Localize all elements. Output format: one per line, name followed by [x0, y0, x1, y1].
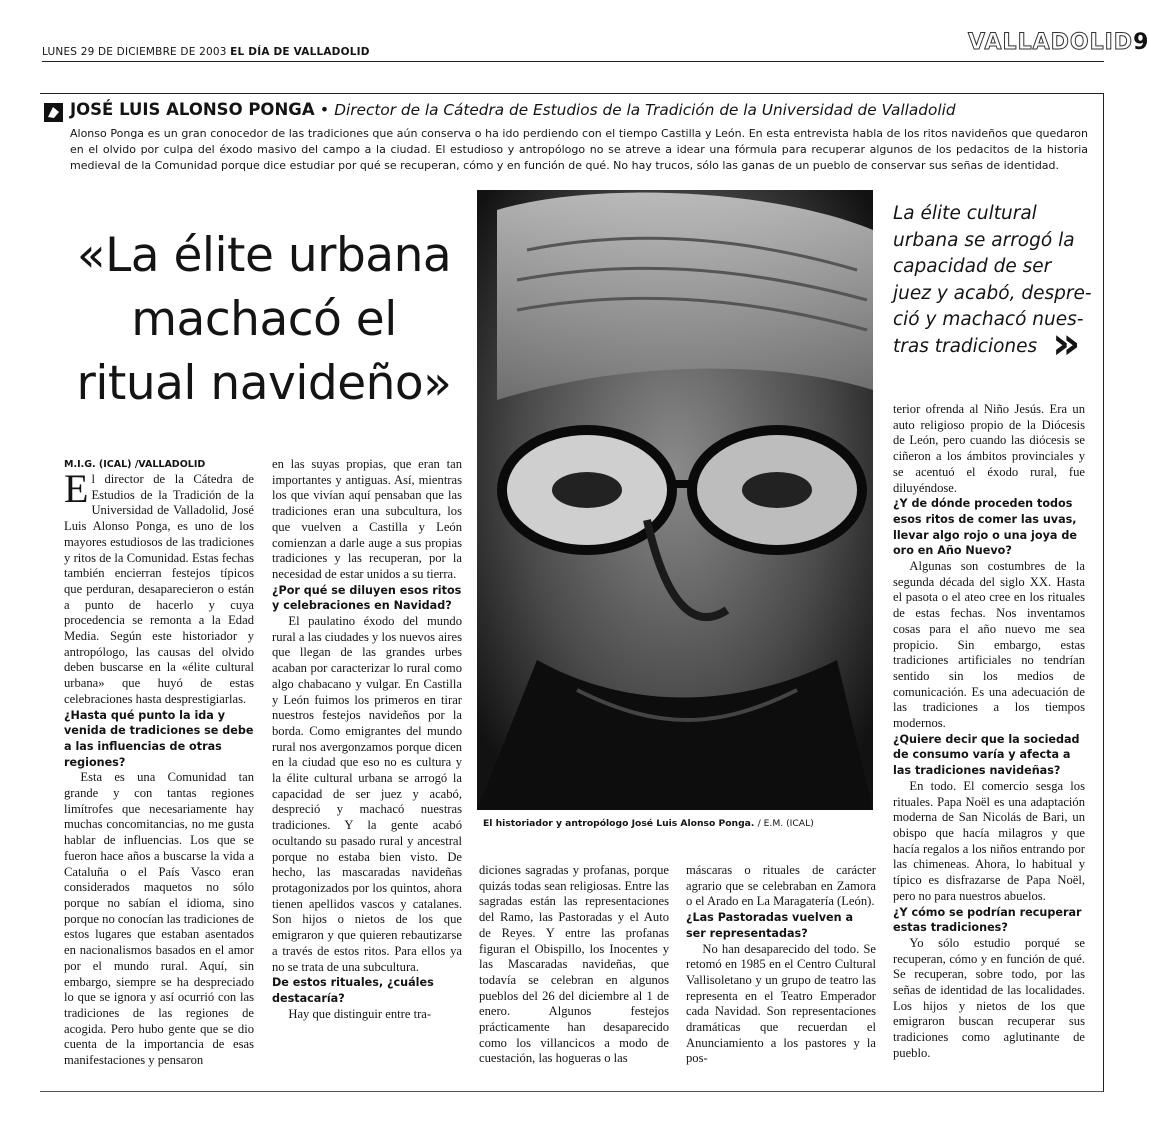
- photo-caption: [483, 818, 814, 829]
- pull-quote-mark: »: [1052, 318, 1081, 369]
- col1-paragraph-2: Esta es una Comunidad tan grande y con tantas regiones limítrofes que necesariamente hay muchas concomitancias, no me gusta hablar de influencias. Los que se fueron hace años a buscarse la vida a Cataluña o el País Vasco eran considerados maquetos no sólo porque no sabían el idioma, sino porque no conocían las tradiciones de estos lugares que estaban asentados en nacionalismos basados en el amor por el mundo rural. Aquí, sin embargo, siempre se ha despreciado lo que se ignora y así ocurrió con las tradiciones de las regiones de acogida. Pero hubo gente que se dio cuenta de la importancia de esas manifestaciones y pensaron: [64, 770, 254, 1068]
- dateline: LUNES 29 DE DICIEMBRE DE 2003: [42, 46, 227, 58]
- col1-question-1: ¿Hasta qué punto la ida y venida de tradiciones se debe a las influencias de otras regiones?: [64, 708, 254, 769]
- profile-icon: [44, 103, 63, 122]
- col2-question-2: De estos rituales, ¿cuáles destacaría?: [272, 976, 434, 1005]
- section-label: [968, 30, 1149, 55]
- header-rule: [42, 61, 1104, 62]
- col5-paragraph-3: En todo. El comercio sesga los rituales. Papa Noël es una adaptación moderna de San Nicolás de Bari, un obispo que hacía milagros y que hacía regalos a los niños entrando por las chimeneas. Ahora, lo habitual y típico es disfrazarse de Papa Noël, pero no para nuestros abuelos.: [893, 778, 1085, 903]
- col5-paragraph-2: Algunas son costumbres de la segunda década del siglo XX. Hasta el pasota o el ateo cree en los rituales de estas fechas. Nos inventamos cosas para el año nuevo me sea propicio. Sin embargo, estas tradiciones artificiales no tendrían sentido sin los medios de comunicación. Es una adecuación de las tradiciones a los tiempos modernos.: [893, 559, 1085, 731]
- col5-question-2: ¿Quiere decir que la sociedad de consumo varía y afecta a las tradiciones navideñas?: [893, 732, 1080, 778]
- col5-paragraph-4: Yo sólo estudio porqué se recuperan, cómo y en función de qué. Se recuperan, sobre todo, por las señas de identidad de las localidades. Los hijos y nietos de los que emigraron buscan recuperar sus tradiciones como aglutinante de pueblo.: [893, 935, 1085, 1060]
- col1-paragraph-1: [64, 466, 254, 708]
- column-5: [893, 402, 1085, 1062]
- column-1: [64, 466, 254, 1069]
- column-3: [479, 863, 669, 1067]
- caption-credit: / E.M. (ICAL): [757, 818, 814, 829]
- pull-quote-line-2: urbana se arrogó la: [893, 229, 1075, 251]
- column-2: [272, 457, 462, 1022]
- profile-line: [70, 100, 956, 119]
- headline: [64, 224, 464, 416]
- portrait-photo: [477, 190, 873, 810]
- pull-quote-line-1: La élite cultural: [893, 203, 1037, 224]
- col1-paragraph-1-text: l director de la Cátedra de Estudios de la Tradición de la Universidad de Valladolid, José Luis Alonso Ponga, es uno de los mayores estudiosos de las tradiciones y ritos de la Comunidad. Estas fechas también encierran festejos típicos que perduran, desaparecieron o están a punto de hacerlo y cuya procedencia se remonta a la Edad Media. Según este historiador y antropólogo, las causas del olvido deben buscarse en la «élite cultural urbana» que huyó de estas celebraciones hasta desprestigiarlas.: [64, 472, 254, 706]
- section-name: VALLADOLID: [968, 30, 1134, 55]
- headline-line-1: «La élite urbana: [76, 228, 452, 283]
- pull-quote-line-6: tras tradiciones: [893, 335, 1038, 357]
- col5-question-3: ¿Y cómo se podrían recuperar estas tradiciones?: [893, 905, 1082, 935]
- headline-line-2: machacó el: [131, 292, 397, 347]
- column-4: [686, 863, 876, 1067]
- col2-paragraph-1: en las suyas propias, que eran tan importantes y antiguas. Así, mientras los que vivían aquí pensaban que las tradiciones eran una subcultura, los que vuelven a Castilla y León comienzan a darle auge a sus propias tradiciones y las recuperan, por la necesidad de estar unidos a su tierra.: [272, 457, 462, 581]
- newspaper-name: EL DÍA DE VALLADOLID: [230, 46, 370, 58]
- byline: M.I.G. (ICAL) /VALLADOLID: [64, 459, 206, 470]
- col4-paragraph-1: máscaras o rituales de carácter agrario que se celebraban en Zamora o el Arado en La Maragatería (León).: [686, 863, 876, 909]
- headline-line-3: ritual navideño»: [76, 356, 452, 411]
- pull-quote-line-5: ció y machacó nues-: [893, 309, 1084, 330]
- col2-paragraph-2: El paulatino éxodo del mundo rural a las ciudades y los nuevos aires que llegan de las grandes urbes acaban por caracterizar lo rural como algo chabacano y vulgar. En Castilla y León fuimos los primeros en tirar nuestros festejos navideños por la borda. Como emigrantes del mundo rural nos avergonzamos porque dicen en la ciudad que eso no es cultura y la élite cultural urbana se arrogó la capacidad de ser juez y acabó, despreció y machacó nuestras tradiciones. Y la gente acabó ocultando su pasado rural y ancestral porque no estaba bien visto. De hecho, las mascaradas navideñas protagonizados por los quintos, ahora tienen apellidos vascos y catalanes. Son hijos o nietos de los que emigraron y que quieren rebautizarse a través de estos ritos. Para ellos ya no se trata de una subcultura.: [272, 614, 462, 974]
- col5-question-1: ¿Y de dónde proceden todos esos ritos de comer las uvas, llevar algo rojo o una joya de oro en Año Nuevo?: [893, 497, 1077, 558]
- col2-paragraph-3: Hay que distinguir entre tra-: [288, 1006, 432, 1021]
- page-number: 9: [1133, 30, 1149, 55]
- pull-quote-line-4: juez y acabó, despre-: [893, 282, 1092, 304]
- col4-paragraph-2: No han desaparecido del todo. Se retomó en 1985 en el Centro Cultural Vallisoletano y un grupo de teatro las representa en el Teatro Emperador cada Navidad. Son representaciones dramáticas que recuerdan el Anunciamiento a los pastores y la pos-: [686, 941, 876, 1066]
- profile-name: JOSÉ LUIS ALONSO PONGA: [70, 100, 315, 119]
- col5-paragraph-1: terior ofrenda al Niño Jesús. Era un auto religioso propio de la Diócesis de León, pero cuando las diócesis se ciñeron a los ámbitos provinciales y se acentuó el éxodo rural, fue diluyéndose.: [893, 402, 1085, 495]
- pull-quote-line-3: capacidad de ser: [893, 256, 1052, 277]
- profile-intro: Alonso Ponga es un gran conocedor de las tradiciones que aún conserva o ha ido perdiendo con el tiempo Castilla y León. En esta entrevista habla de los ritos navideños que quedaron en el olvido por culpa del éxodo masivo del campo a la ciudad. El estudioso y antropólogo no se atreve a idear una fórmula para recuperar algunos de los pedacitos de la historia medieval de la Comunidad porque dice estudiar por qué se recuperan, cómo y en función de qué. No hay trucos, sólo las ganas de un pueblo de conservar sus señas de identidad.: [70, 127, 1088, 172]
- col2-question-1: ¿Por qué se diluyen esos ritos y celebraciones en Navidad?: [272, 583, 462, 613]
- page-header: [42, 46, 370, 58]
- col3-paragraph-1: diciones sagradas y profanas, porque quizás todas sean religiosas. Entre las sagradas están las representaciones del Ramo, las Pastoradas y el Auto de Reyes. Y entre las profanas figuran el Obispillo, los Inocentes y las Mascaradas navideñas, que todavía se celebran en algunos pueblos del 26 del diciembre al 1 de enero. Algunos festejos prácticamente han desaparecido como los villancicos a modo de cuestación, las hogueras o las: [479, 863, 669, 1066]
- drop-cap: E: [64, 466, 89, 511]
- profile-role: Director de la Cátedra de Estudios de la Tradición de la Universidad de Valladolid: [334, 101, 956, 119]
- profile-bullet: •: [319, 100, 330, 119]
- col4-question-1: ¿Las Pastoradas vuelven a ser representadas?: [686, 911, 854, 940]
- caption-text: El historiador y antropólogo José Luis Alonso Ponga.: [483, 818, 755, 829]
